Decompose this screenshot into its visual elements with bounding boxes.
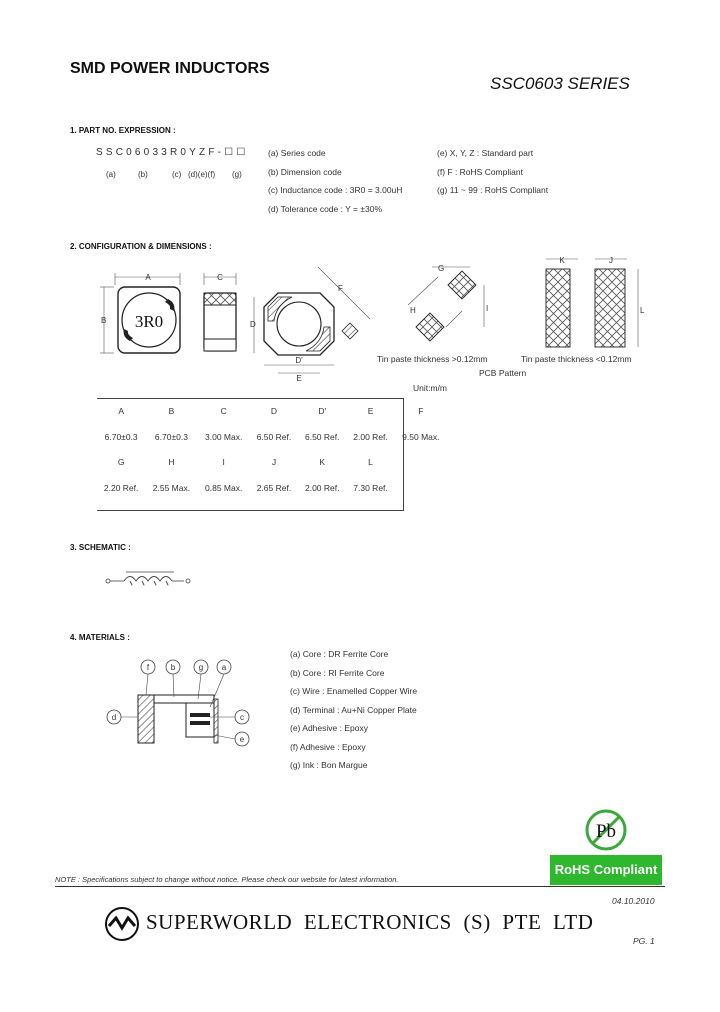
callout-g: g xyxy=(198,663,204,672)
code-item: (c) Inductance code : 3R0 = 3.00uH xyxy=(268,185,403,195)
dim-label-l: L xyxy=(640,306,645,315)
table-cell: K xyxy=(319,457,326,467)
codes-left-list xyxy=(268,148,402,222)
dim-label-b: B xyxy=(101,316,107,325)
dim-label-h: H xyxy=(410,306,416,315)
table-cell: 6.70±0.3 xyxy=(104,431,138,442)
pcb-pattern-drawing xyxy=(408,264,488,341)
part-label-c: (c) xyxy=(172,170,182,179)
table-cell: 2.00 Ref. xyxy=(353,431,388,442)
code-item: (g) 11 ~ 99 : RoHS Compliant xyxy=(437,185,549,195)
table-cell: 6.50 Ref. xyxy=(304,431,340,442)
schematic-coil-icon xyxy=(104,568,194,592)
section-3-heading: 3. SCHEMATIC : xyxy=(70,543,131,552)
table-row xyxy=(97,475,447,500)
inductor-marking: 3R0 xyxy=(134,312,164,331)
rohs-badge: RoHS Compliant xyxy=(550,855,662,885)
pb-text: Pb xyxy=(595,821,617,842)
unit-label: Unit:m/m xyxy=(413,383,447,393)
table-cell: H xyxy=(168,457,175,467)
table-cell: 9.50 Max. xyxy=(402,431,440,442)
callout-e: e xyxy=(239,735,245,744)
part-label-a: (a) xyxy=(106,170,116,179)
callout-d: d xyxy=(111,713,117,722)
caption-thin: Tin paste thickness <0.12mm xyxy=(521,354,632,364)
dim-label-c: C xyxy=(217,273,223,282)
list-item: (b) Core : RI Ferrite Core xyxy=(290,667,385,678)
table-cell: G xyxy=(117,457,125,467)
table-cell: F xyxy=(418,406,424,416)
section-4-heading: 4. MATERIALS : xyxy=(70,633,130,642)
pcb-pattern-label: PCB Pattern xyxy=(479,368,527,378)
callout-a: a xyxy=(221,663,227,672)
caption-thick: Tin paste thickness >0.12mm xyxy=(377,354,488,364)
dimension-drawings xyxy=(90,255,670,385)
dim-label-g: G xyxy=(438,264,445,273)
divider xyxy=(55,886,665,887)
table-cell: E xyxy=(367,406,374,416)
list-item: (c) Wire : Enamelled Copper Wire xyxy=(290,686,418,696)
table-cell: L xyxy=(368,457,373,467)
table-row xyxy=(97,449,447,475)
dim-label-k: K xyxy=(559,256,565,265)
callout-b: b xyxy=(170,663,176,672)
callout-f: f xyxy=(146,663,150,672)
code-item: (f) F : RoHS Compliant xyxy=(437,166,523,177)
page-number: PG. 1 xyxy=(633,936,655,946)
part-label-g: (g) xyxy=(232,170,242,179)
doc-date: 04.10.2010 xyxy=(612,896,655,906)
dim-label-j: J xyxy=(609,256,613,265)
table-cell: 2.65 Ref. xyxy=(256,482,292,493)
table-cell: I xyxy=(222,457,225,467)
bottom-view-drawing xyxy=(250,267,370,383)
code-item: (b) Dimension code xyxy=(268,166,342,177)
dim-label-f: F xyxy=(338,284,343,293)
callout-c: c xyxy=(240,713,244,722)
list-item: (e) Adhesive : Epoxy xyxy=(290,723,368,733)
section-1-heading: 1. PART NO. EXPRESSION : xyxy=(70,126,176,135)
table-cell: J xyxy=(271,457,277,467)
part-label-def: (d)(e)(f) xyxy=(188,170,216,179)
code-item: (a) Series code xyxy=(268,148,326,158)
top-view-drawing xyxy=(100,273,180,353)
table-cell: 6.70±0.3 xyxy=(154,431,188,442)
table-cell: B xyxy=(168,406,175,416)
table-row xyxy=(97,424,447,449)
company-logo-icon xyxy=(104,906,140,942)
part-number: SSC06033R0YZF-☐☐ xyxy=(96,147,249,158)
codes-right-list xyxy=(437,148,548,204)
materials-list xyxy=(290,649,417,779)
table-cell: 3.00 Max. xyxy=(205,431,243,442)
table-cell: 2.20 Ref. xyxy=(103,482,139,493)
dim-label-a: A xyxy=(145,273,151,282)
dim-label-d: D xyxy=(250,320,256,329)
section-2-heading: 2. CONFIGURATION & DIMENSIONS : xyxy=(70,242,212,251)
company-name: SUPERWORLD ELECTRONICS (S) PTE LTD xyxy=(146,910,594,934)
table-cell: C xyxy=(220,406,227,416)
dim-label-i: I xyxy=(486,304,489,313)
series-name: SSC0603 SERIES xyxy=(490,74,630,93)
side-view-drawing xyxy=(204,273,236,351)
footer-note: NOTE : Specifications subject to change without notice. Please check our website for latest information. xyxy=(55,875,399,884)
rect-pad-drawing xyxy=(546,256,645,347)
materials-cross-section xyxy=(98,655,258,750)
dim-label-e: E xyxy=(296,374,302,383)
list-item: (a) Core : DR Ferrite Core xyxy=(290,649,389,659)
table-cell: 6.50 Ref. xyxy=(256,431,292,442)
table-cell: 2.00 Ref. xyxy=(304,482,340,493)
dimension-table xyxy=(97,398,447,500)
code-item: (e) X, Y, Z : Standard part xyxy=(437,148,534,158)
table-cell: A xyxy=(118,406,124,416)
dim-label-dprime: D' xyxy=(295,356,303,365)
list-item: (f) Adhesive : Epoxy xyxy=(290,741,366,752)
table-row xyxy=(97,398,447,424)
table-cell: D' xyxy=(318,406,327,416)
table-cell: D xyxy=(270,406,278,416)
table-cell: 7.30 Ref. xyxy=(353,482,388,493)
list-item: (d) Terminal : Au+Ni Copper Plate xyxy=(290,704,417,715)
table-cell: 2.55 Max. xyxy=(152,482,191,493)
table-cell: 0.85 Max. xyxy=(205,482,243,493)
list-item: (g) Ink : Bon Margue xyxy=(290,760,368,770)
pb-free-icon xyxy=(584,808,628,852)
code-item: (d) Tolerance code : Y = ±30% xyxy=(268,203,383,214)
part-label-b: (b) xyxy=(138,170,148,179)
page-title: SMD POWER INDUCTORS xyxy=(70,60,270,77)
